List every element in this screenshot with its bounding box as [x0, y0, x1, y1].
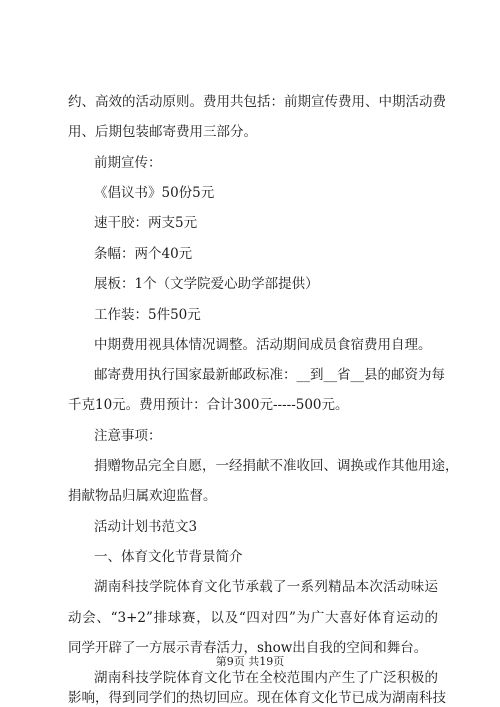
body-line: 捐赠物品完全自愿，一经捐献不准收回、调换或作其他用途， [94, 458, 459, 474]
cost-item: 《倡议书》50份5元 [94, 185, 215, 201]
page-number-footer: 第9页 共19页 [215, 655, 285, 668]
section-heading: 注意事项： [94, 428, 162, 444]
body-line: 湖南科技学院体育文化节承载了一系列精品本次活动味运 [94, 579, 438, 595]
body-line: 捐献物品归属欢迎监督。 [68, 488, 217, 504]
body-line: 约、高效的活动原则。费用共包括：前期宣传费用、中期活动费 [68, 94, 446, 110]
body-line: 动会、“3+2”排球赛，以及“四对四”为广大喜好体育运动的 [68, 610, 438, 626]
body-line: 用、后期包装邮寄费用三部分。 [68, 124, 257, 140]
cost-item: 展板：1个（文学院爱心助学部提供） [94, 276, 319, 292]
body-line: 中期费用视具体情况调整。活动期间成员食宿费用自理。 [94, 337, 432, 353]
section-heading: 前期宣传： [94, 155, 162, 171]
cost-item: 速干胶：两支5元 [94, 215, 198, 231]
body-line: 邮寄费用执行国家最新邮政标准：__到__省__县的邮资为每 [94, 367, 445, 383]
body-line: 湖南科技学院体育文化节在全校范围内产生了广泛积极的 [94, 670, 438, 686]
body-line: 同学开辟了一方展示青春活力，show出自我的空间和舞台。 [68, 640, 428, 656]
section-heading: 一、体育文化节背景简介 [94, 549, 243, 565]
body-line: 影响，得到同学们的热切回应。现在体育文化节已成为湖南科技 [68, 690, 446, 706]
section-heading: 活动计划书范文3 [94, 519, 198, 535]
cost-item: 条幅：两个40元 [94, 246, 193, 262]
cost-item: 工作装：5件50元 [94, 307, 201, 323]
body-line: 千克10元。费用预计：合计300元-----500元。 [68, 397, 349, 413]
